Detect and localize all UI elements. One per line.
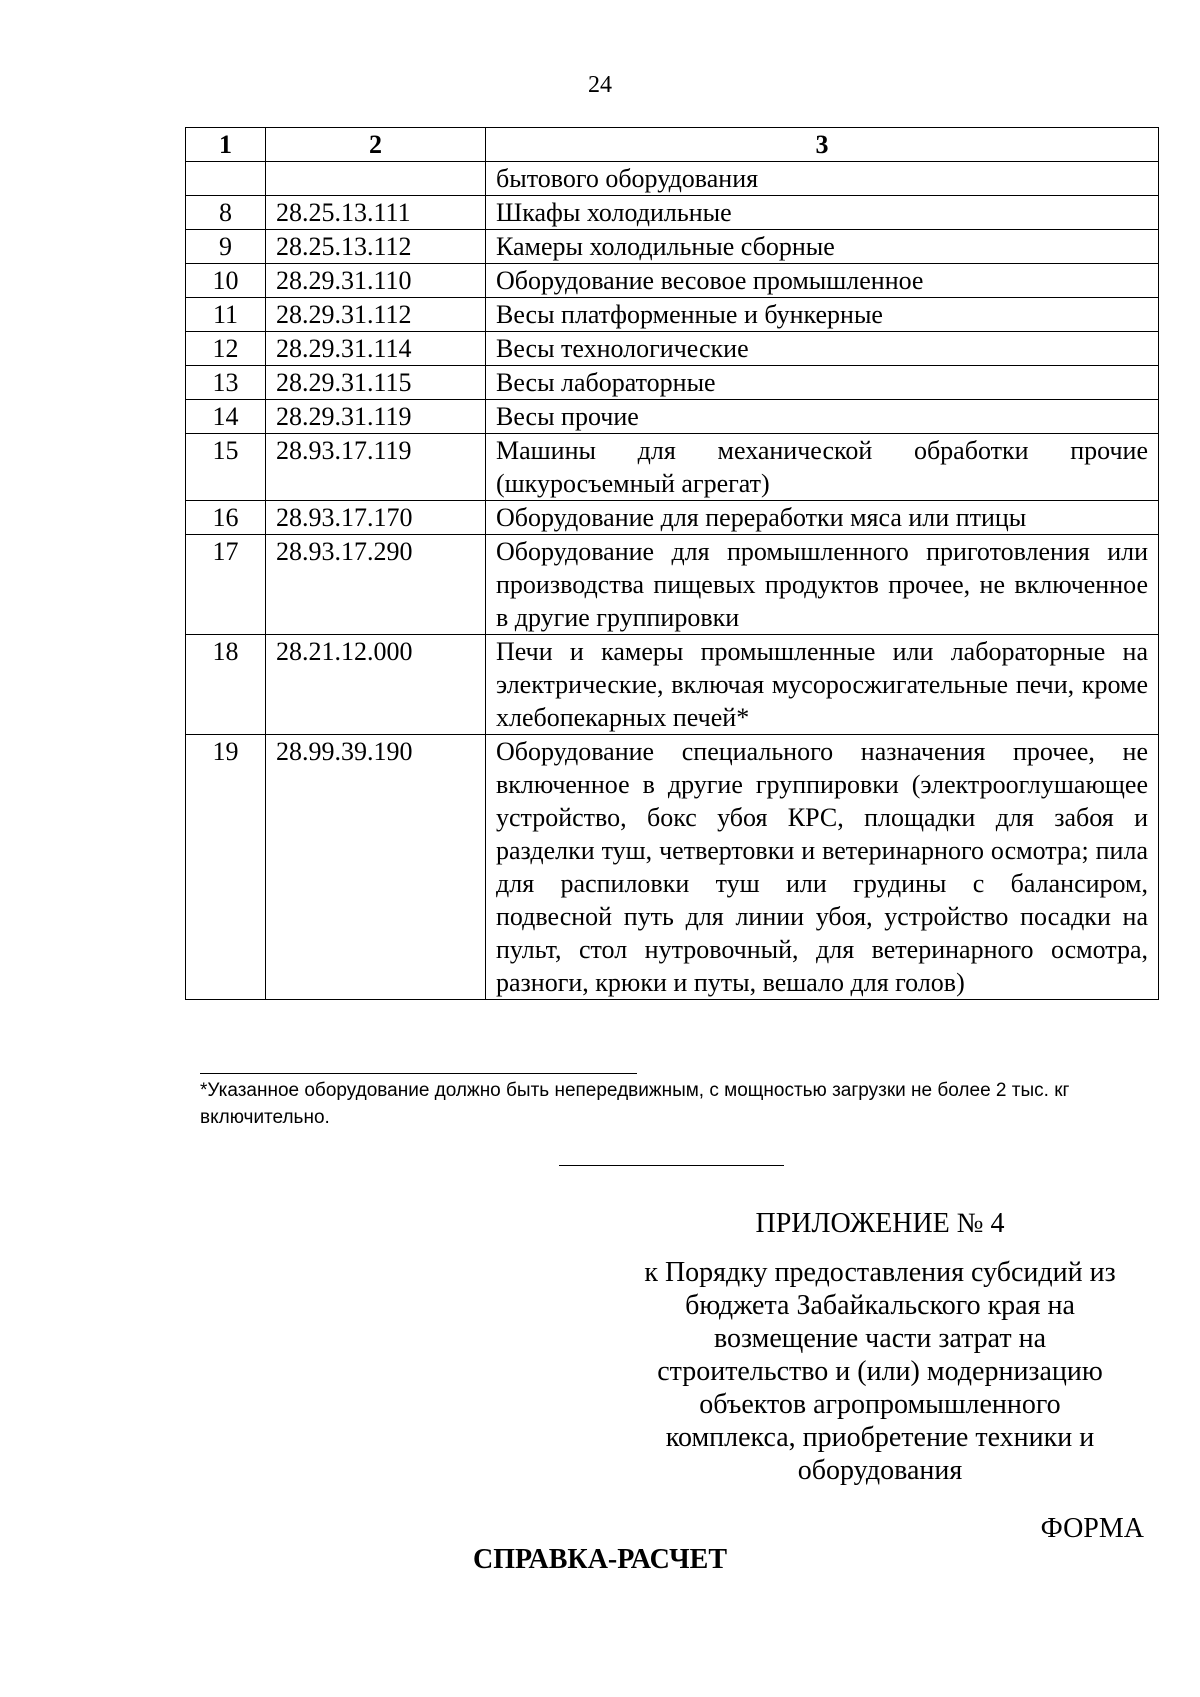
table-row xyxy=(186,434,1159,501)
appendix-line: возмещение части затрат на xyxy=(713,1323,1047,1354)
appendix-title: ПРИЛОЖЕНИЕ № 4 xyxy=(755,1208,1005,1239)
table-row xyxy=(186,162,1159,196)
equipment-name: бытового оборудования xyxy=(486,162,1159,196)
table-row xyxy=(186,535,1159,635)
row-number: 14 xyxy=(186,400,266,434)
footnote-divider xyxy=(200,1073,637,1074)
table-header-row xyxy=(186,128,1159,162)
okpd-code: 28.93.17.119 xyxy=(266,434,486,501)
footnote: *Указанное оборудование должно быть непередвижным, с мощностью загрузки не более 2 тыс. кг включительно. xyxy=(200,1080,1070,1128)
okpd-code: 28.25.13.112 xyxy=(266,230,486,264)
equipment-name: Машины для механической обработки прочие (шкуросъемный агрегат) xyxy=(486,434,1159,501)
row-number: 19 xyxy=(186,735,266,1000)
row-number: 15 xyxy=(186,434,266,501)
appendix-line: комплекса, приобретение техники и xyxy=(665,1422,1095,1453)
okpd-code: 28.29.31.115 xyxy=(266,366,486,400)
appendix-line: оборудования xyxy=(797,1455,963,1486)
okpd-code: 28.93.17.290 xyxy=(266,535,486,635)
row-number xyxy=(186,162,266,196)
equipment-name: Оборудование весовое промышленное xyxy=(486,264,1159,298)
table-row xyxy=(186,735,1159,1000)
row-number: 10 xyxy=(186,264,266,298)
table-row xyxy=(186,298,1159,332)
table-row xyxy=(186,366,1159,400)
appendix-line: бюджета Забайкальского края на xyxy=(685,1290,1075,1321)
equipment-name: Печи и камеры промышленные или лабораторные на электрические, включая мусоросжигательные печи, кроме хлебопекарных печей* xyxy=(486,635,1159,735)
row-number: 9 xyxy=(186,230,266,264)
appendix-description xyxy=(620,1256,1140,1487)
form-label: ФОРМА xyxy=(1040,1513,1144,1544)
section-separator xyxy=(559,1165,784,1166)
page-number: 24 xyxy=(588,72,612,98)
equipment-name: Весы лабораторные xyxy=(486,366,1159,400)
row-number: 13 xyxy=(186,366,266,400)
appendix-line: строительство и (или) модернизацию xyxy=(657,1356,1103,1387)
table-row xyxy=(186,635,1159,735)
okpd-code: 28.29.31.110 xyxy=(266,264,486,298)
row-number: 16 xyxy=(186,501,266,535)
equipment-name: Весы прочие xyxy=(486,400,1159,434)
row-number: 12 xyxy=(186,332,266,366)
table-row xyxy=(186,332,1159,366)
okpd-code: 28.21.12.000 xyxy=(266,635,486,735)
equipment-name: Весы платформенные и бункерные xyxy=(486,298,1159,332)
equipment-name: Оборудование для переработки мяса или птицы xyxy=(486,501,1159,535)
appendix-line: к Порядку предоставления субсидий из xyxy=(644,1257,1116,1288)
okpd-code: 28.25.13.111 xyxy=(266,196,486,230)
row-number: 18 xyxy=(186,635,266,735)
column-header-3: 3 xyxy=(486,128,1159,162)
row-number: 17 xyxy=(186,535,266,635)
equipment-table xyxy=(185,127,1159,1000)
okpd-code xyxy=(266,162,486,196)
equipment-name: Оборудование специального назначения прочее, не включенное в другие группировки (электрооглушающее устройство, бокс убоя КРС, площадки для забоя и разделки туш, четвертовки и ветеринарного осмотра; пила для распиловки туш или грудины с балансиром, подвесной путь для линии убоя, устройство посадки на пульт, стол нутровочный, для ветеринарного осмотра, разноги, крюки и путы, вешало для голов) xyxy=(486,735,1159,1000)
row-number: 8 xyxy=(186,196,266,230)
okpd-code: 28.29.31.119 xyxy=(266,400,486,434)
appendix-line: объектов агропромышленного xyxy=(699,1389,1061,1420)
equipment-name: Шкафы холодильные xyxy=(486,196,1159,230)
okpd-code: 28.93.17.170 xyxy=(266,501,486,535)
column-header-2: 2 xyxy=(266,128,486,162)
equipment-name: Оборудование для промышленного приготовления или производства пищевых продуктов прочее, не включенное в другие группировки xyxy=(486,535,1159,635)
okpd-code: 28.29.31.114 xyxy=(266,332,486,366)
table-row xyxy=(186,501,1159,535)
okpd-code: 28.99.39.190 xyxy=(266,735,486,1000)
document-title: СПРАВКА-РАСЧЕТ xyxy=(472,1544,728,1575)
column-header-1: 1 xyxy=(186,128,266,162)
equipment-name: Весы технологические xyxy=(486,332,1159,366)
row-number: 11 xyxy=(186,298,266,332)
table-row xyxy=(186,230,1159,264)
table-row xyxy=(186,400,1159,434)
table-row xyxy=(186,264,1159,298)
okpd-code: 28.29.31.112 xyxy=(266,298,486,332)
table-row xyxy=(186,196,1159,230)
equipment-name: Камеры холодильные сборные xyxy=(486,230,1159,264)
